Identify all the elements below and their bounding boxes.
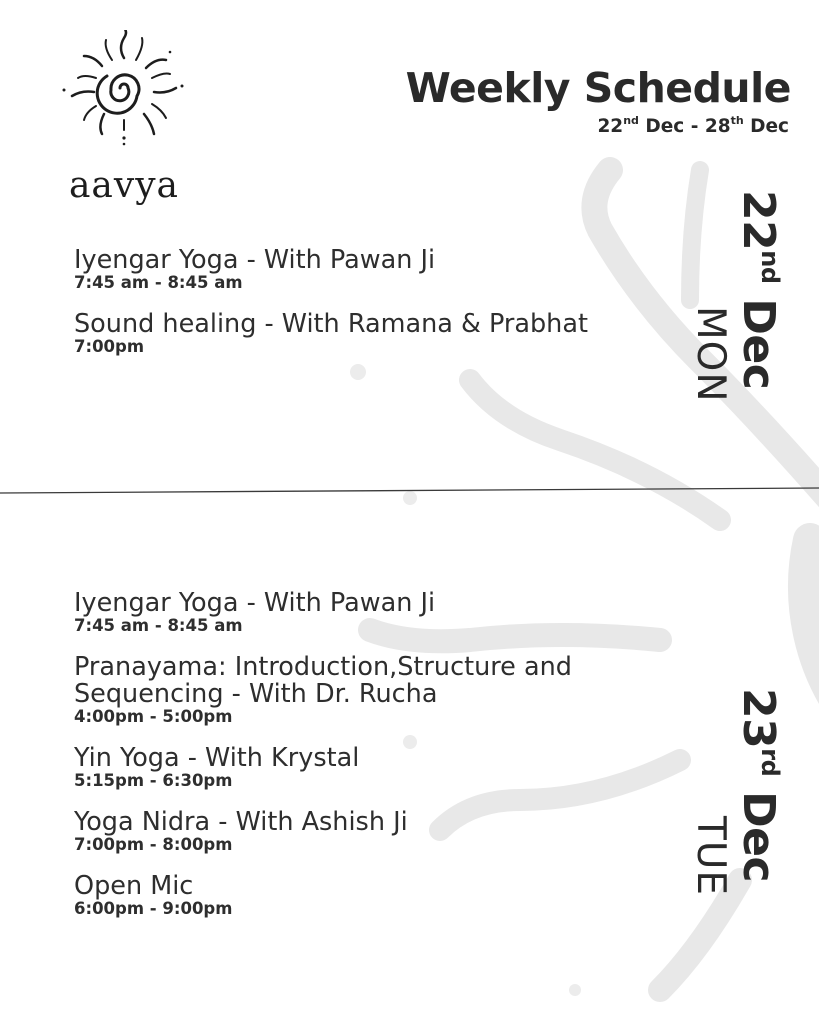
day-2-weekday: TUE: [688, 816, 733, 897]
event-time: 7:00pm - 8:00pm: [74, 835, 233, 854]
event-title: Yoga Nidra - With Ashish Ji: [74, 807, 408, 837]
brand-name: aavya: [68, 165, 180, 206]
day-1-label: [680, 190, 790, 430]
event-title: Sound healing - With Ramana & Prabhat: [74, 309, 588, 339]
event-time: 7:45 am - 8:45 am: [74, 273, 243, 292]
day-2-label: [680, 688, 790, 928]
spiral-sun-icon: [58, 30, 190, 148]
day-2-events: [74, 590, 674, 917]
event-title-line-1: Pranayama: Introduction,Structure and: [74, 652, 572, 682]
event-time: 6:00pm - 9:00pm: [74, 899, 233, 918]
event-time: 5:15pm - 6:30pm: [74, 771, 233, 790]
event-item: [74, 654, 674, 725]
event-title: Iyengar Yoga - With Pawan Ji: [74, 588, 436, 618]
date-range: 22nd Dec - 28th Dec: [597, 114, 789, 137]
event-time: 7:45 am - 8:45 am: [74, 616, 243, 635]
day-divider: [0, 487, 819, 495]
day-1-weekday: MON: [688, 306, 733, 403]
day-1-date: 22nd Dec: [733, 190, 784, 390]
event-item: [74, 247, 674, 291]
event-item: [74, 809, 674, 853]
event-item: [74, 873, 674, 917]
brand-logo: [58, 30, 190, 206]
event-title: Open Mic: [74, 871, 194, 901]
event-item: [74, 590, 674, 634]
event-title: Iyengar Yoga - With Pawan Ji: [74, 245, 436, 275]
event-item: [74, 745, 674, 789]
event-title: Yin Yoga - With Krystal: [74, 743, 360, 773]
page-title: Weekly Schedule: [405, 64, 791, 112]
day-1-events: [74, 247, 674, 355]
event-title-line-2: Sequencing - With Dr. Rucha: [74, 679, 438, 709]
day-2-date: 23rd Dec: [733, 688, 784, 883]
event-time: 4:00pm - 5:00pm: [74, 707, 233, 726]
event-time: 7:00pm: [74, 337, 145, 356]
event-item: [74, 311, 674, 355]
